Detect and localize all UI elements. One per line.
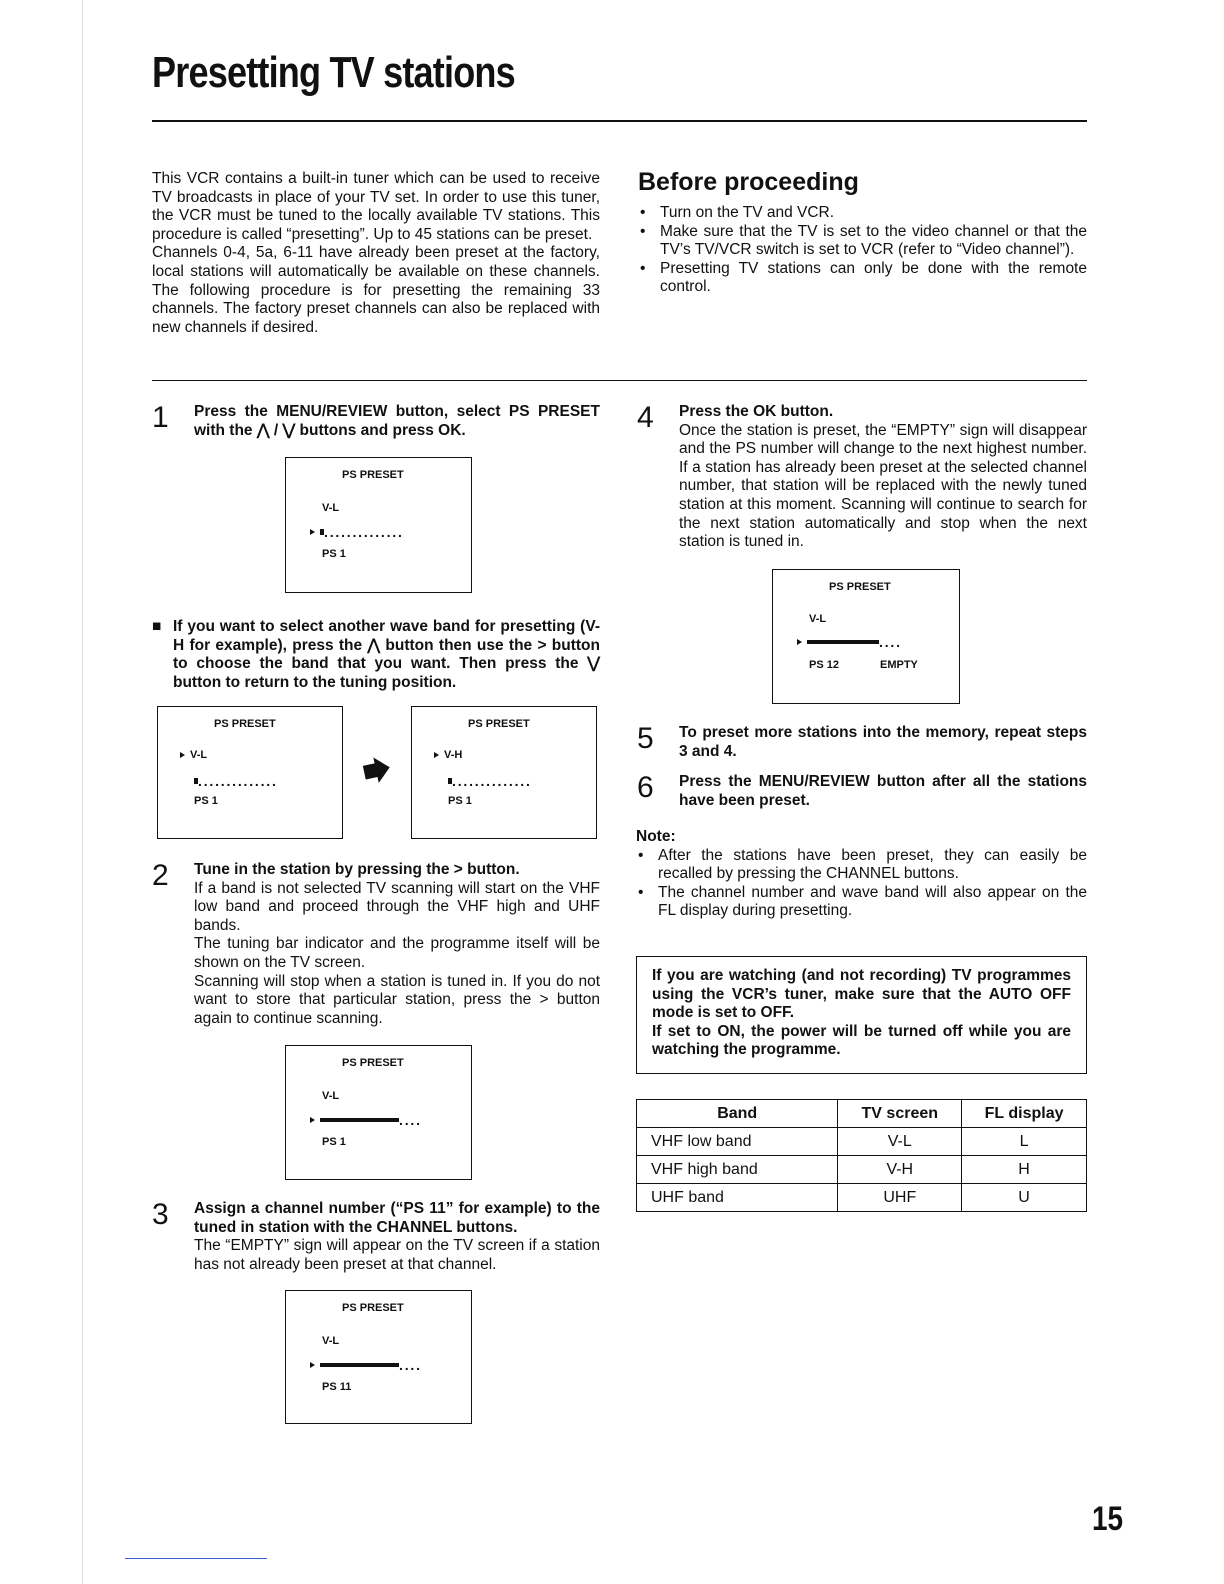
table-row [637, 1128, 1087, 1156]
intro-paragraph-1: This VCR contains a built-in tuner which can be used to receive TV broadcasts in place of your TV set. In order to use this tuner, the VCR must be tuned to the locally available TV stations. This procedure is called “presetting”. Up to 45 stations can be preset. [152, 170, 600, 243]
warning-text: If you are watching (and not recording) TV programmes using the VCR’s tuner, make sure that the AUTO OFF mode is set to OFF. [652, 967, 1071, 1022]
tv-screen-ps-preset [285, 457, 472, 593]
warning-text: If set to ON, the power will be turned off while you are watching the programme. [652, 1022, 1071, 1059]
step-4-heading: Press the OK button. [679, 403, 834, 420]
note-heading: Note: [636, 828, 676, 845]
note-item: • The channel number and wave band will also appear on the FL display during presetting. [636, 884, 1087, 921]
pointer-icon [180, 752, 185, 758]
pointer-icon [434, 752, 439, 758]
screen-title: PS PRESET [342, 1057, 404, 1069]
table-cell: UHF [838, 1184, 962, 1212]
step-5-heading: To preset more stations into the memory, repeat steps 3 and 4. [679, 724, 1087, 760]
step-2-text: Scanning will stop when a station is tuned in. If you do not want to store that particular station, press the > button again to continue scanning. [194, 972, 600, 1027]
empty-sign: EMPTY [880, 659, 918, 671]
before-proceeding-section [638, 168, 1087, 297]
up-caret-icon: ⋀ [256, 421, 270, 439]
tuning-bar: .............. [194, 773, 278, 787]
tv-screen-ps-preset [285, 1045, 472, 1180]
screen-title: PS PRESET [829, 581, 891, 593]
bullet-square: ■ [152, 618, 162, 635]
band-table [636, 1099, 1087, 1212]
tuning-bar: .............. [310, 524, 404, 538]
screen-title: PS PRESET [342, 469, 404, 481]
step-5-number: 5 [637, 722, 654, 755]
note-section [636, 828, 1087, 921]
tuning-bar: .............. [448, 773, 532, 787]
step-3-text: The “EMPTY” sign will appear on the TV screen if a station has not already been preset at that channel. [194, 1237, 600, 1273]
section-rule [152, 380, 1087, 381]
screen-ps-number: PS 1 [194, 795, 218, 807]
tuning-bar: .... [797, 634, 902, 648]
table-cell: V-L [838, 1128, 962, 1156]
tv-screen-ps-preset [157, 706, 343, 839]
column-header-fl-display: FL display [962, 1100, 1087, 1128]
screen-ps-number: PS 1 [448, 795, 472, 807]
step-4-number: 4 [637, 401, 654, 434]
table-cell: U [962, 1184, 1087, 1212]
pointer-icon [310, 529, 315, 535]
table-cell: UHF band [637, 1184, 838, 1212]
note-item: • After the stations have been preset, they can easily be recalled by pressing the CHANNEL buttons. [636, 847, 1087, 884]
screen-band: V-L [809, 613, 827, 625]
table-cell: VHF low band [637, 1128, 838, 1156]
tv-screen-ps-preset [772, 569, 960, 704]
column-header-tv-screen: TV screen [838, 1100, 962, 1128]
before-proceeding-heading: Before proceeding [638, 168, 859, 196]
table-cell: VHF high band [637, 1156, 838, 1184]
table-cell: H [962, 1156, 1087, 1184]
step-4-text: Once the station is preset, the “EMPTY” sign will disappear and the PS number will change to the next highest number. If a station has already been preset at the selected channel number, that station will be replaced with the newly tuned station at this moment. Scanning will continue to search for the next station automatically and stop when the next station is tuned in. [679, 421, 1087, 551]
screen-ps-number: PS 11 [322, 1381, 352, 1393]
table-row [637, 1184, 1087, 1212]
step-3-content [194, 1200, 600, 1274]
before-item: • Make sure that the TV is set to the video channel or that the TV’s TV/VCR switch is set to VCR (refer to “Video channel”). [638, 223, 1087, 260]
title-rule [152, 120, 1087, 122]
screen-title: PS PRESET [468, 718, 530, 730]
step-3-number: 3 [152, 1198, 169, 1231]
page-edge-shadow [82, 0, 83, 1584]
screen-band: V-L [322, 502, 340, 514]
screen-title: PS PRESET [342, 1302, 404, 1314]
footer-line [125, 1558, 267, 1559]
column-header-band: Band [637, 1100, 838, 1128]
intro-text [152, 170, 600, 337]
table-cell: V-H [838, 1156, 962, 1184]
table-header-row [637, 1100, 1087, 1128]
down-caret-icon: ⋁ [282, 421, 296, 439]
step-2-text: The tuning bar indicator and the programme itself will be shown on the TV screen. [194, 935, 600, 971]
step-2-content [194, 861, 600, 1028]
table-row [637, 1156, 1087, 1184]
page-number: 15 [1092, 1500, 1124, 1538]
tv-screen-ps-preset [285, 1290, 472, 1424]
step-1-heading: Press the MENU/REVIEW button, select PS PRESET with the ⋀ / ⋁ buttons and press OK. [194, 403, 600, 439]
screen-ps-number: PS 1 [322, 548, 346, 560]
tuning-bar: .... [310, 1112, 422, 1126]
page-title: Presetting TV stations [152, 48, 515, 97]
pointer-icon [310, 1362, 315, 1368]
step-6-heading: Press the MENU/REVIEW button after all the stations have been preset. [679, 773, 1087, 809]
tuning-bar-fill [320, 1118, 399, 1122]
before-item: • Turn on the TV and VCR. [638, 204, 1087, 223]
step-1-number: 1 [152, 401, 169, 434]
pointer-icon [797, 639, 802, 645]
step-3-heading: Assign a channel number (“PS 11” for example) to the tuned in station with the CHANNEL buttons. [194, 1200, 600, 1236]
tuning-bar: .... [310, 1357, 422, 1371]
screen-title: PS PRESET [214, 718, 276, 730]
before-item: • Presetting TV stations can only be done with the remote control. [638, 260, 1087, 297]
screen-ps-number: PS 12 [809, 659, 839, 671]
step-4-content [679, 403, 1087, 552]
before-proceeding-list [638, 204, 1087, 297]
step-2-text: If a band is not selected TV scanning will start on the VHF low band and proceed through the VHF high and UHF bands. [194, 879, 600, 934]
step-2-number: 2 [152, 859, 169, 892]
screen-band: V-L [322, 1335, 340, 1347]
pointer-icon [310, 1117, 315, 1123]
intro-paragraph-2: Channels 0-4, 5a, 6-11 have already been preset at the factory, local stations will automatically be available on these channels. The following procedure is for presetting the remaining 33 channels. The factory preset channels can also be replaced with new channels if desired. [152, 244, 600, 336]
tuning-bar-fill [807, 640, 879, 644]
tv-screen-ps-preset [411, 706, 597, 839]
table-cell: L [962, 1128, 1087, 1156]
screen-ps-number: PS 1 [322, 1136, 346, 1148]
note-list [636, 847, 1087, 921]
screen-band: V-L [180, 749, 207, 761]
step-2-heading: Tune in the station by pressing the > button. [194, 861, 520, 878]
screen-band: V-L [322, 1090, 340, 1102]
wave-band-instruction: If you want to select another wave band for presetting (V-H for example), press the ⋀ button then use the > button to choose the band that you want. Then press the ⋁ button to return to the tuning position. [173, 618, 600, 691]
auto-off-warning-box [636, 956, 1087, 1074]
step-6-number: 6 [637, 771, 654, 804]
screen-band: V-H [434, 749, 462, 761]
tuning-bar-fill [320, 1363, 399, 1367]
right-arrow-icon [362, 755, 392, 785]
